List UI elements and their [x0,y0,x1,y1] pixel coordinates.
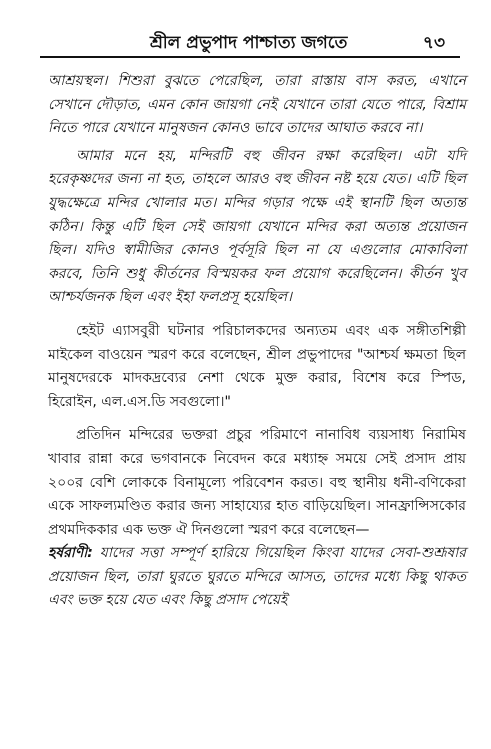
paragraph-quote-temple [48,145,466,310]
body-text [48,70,466,613]
paragraph-text: হেইট এ্যাসবুরী ঘটনার পরিচালকদের অন্যতম এবং এক সঙ্গীতশিল্পী মাইকেল বাওয়েন স্মরণ করে বলেছেন, শ্রীল প্রভুপাদের "আশ্চর্য ক্ষমতা ছিল মানুষদেরকে মাদকদ্রব্যের নেশা থেকে মুক্ত করার, বিশেষ করে স্পিড, হিরোইন, এল.এস.ডি সবগুলো।" [48,322,466,410]
paragraph-text: প্রতিদিন মন্দিরের ভক্তরা প্রচুর পরিমাণে নানাবিধ ব্যয়সাধ্য নিরামিষ খাবার রান্না করে ভগবানকে নিবেদন করে মধ্যাহ্ন সময়ে সেই প্রসাদ প্রায় ২০০র বেশি লোককে বিনামূল্যে পরিবেশন করত। বহু স্থানীয় ধনী-বণিকেরা একে সাফল্যমণ্ডিত করার জন্য সাহায্যের হাত বাড়িয়েছিল। সানফ্রান্সিসকোর প্রথমদিককার এক ভক্ত ঐ দিনগুলো স্মরণ করে বলেছেন— [48,427,466,538]
paragraph-text: যাদের সত্তা সম্পূর্ণ হারিয়ে গিয়েছিল কিংবা যাদের সেবা-শুশ্রূষার প্রয়োজন ছিল, তারা ঘুরতে ঘুরতে মন্দিরে আসত, তাদের মধ্যে কিছু থাকত এবং ভক্ত হয়ে যেত এবং কিছু প্রসাদ পেয়েই [48,545,466,609]
page-number: ৭৩ [422,33,445,53]
paragraph-text: আশ্রয়স্থল। শিশুরা বুঝতে পেরেছিল, তারা রাস্তায় বাস করত, এখানে সেখানে দৌড়াত, এমন কোন জায়গা নেই যেখানে তারা যেতে পারে, বিশ্রাম নিতে পারে যেখানে মানুষজন কোনও ভাবে তাদের আঘাত করবে না। [48,73,466,137]
running-head [0,30,491,56]
paragraph-harsharani-quote [48,542,466,613]
paragraph-quote-continued [48,70,466,141]
running-title: শ্রীল প্রভুপাদ পাশ্চাত্য জগতে [150,33,348,53]
speaker-name: হর্ষরাণী: [48,545,93,562]
paragraph-text: আমার মনে হয়, মন্দিরটি বহু জীবন রক্ষা করেছিল। এটা যদি হরেকৃষ্ণদের জন্য না হত, তাহলে আরও বহু জীবন নষ্ট হয়ে যেত। এটি ছিল যুদ্ধক্ষেত্রে মন্দির খোলার মত। মন্দির গড়ার পক্ষে এই স্থানটি ছিল অত্যন্ত কঠিন। কিন্তু এটি ছিল সেই জায়গা যেখানে মন্দির করা অত্যন্ত প্রয়োজন ছিল। যদিও স্বামীজির কোনও পূর্বসূরি ছিল না যে এগুলোর মোকাবিলা করবে, তিনি শুধু কীর্তনের বিস্ময়কর ফল প্রয়োগ করেছিলেন। কীর্তন খুব আশ্চর্যজনক ছিল এবং ইহা ফলপ্রসূ হয়েছিল। [48,147,466,306]
header-rule [40,56,460,58]
paragraph-haight-ashbury [48,320,466,414]
paragraph-prasadam [48,424,466,542]
